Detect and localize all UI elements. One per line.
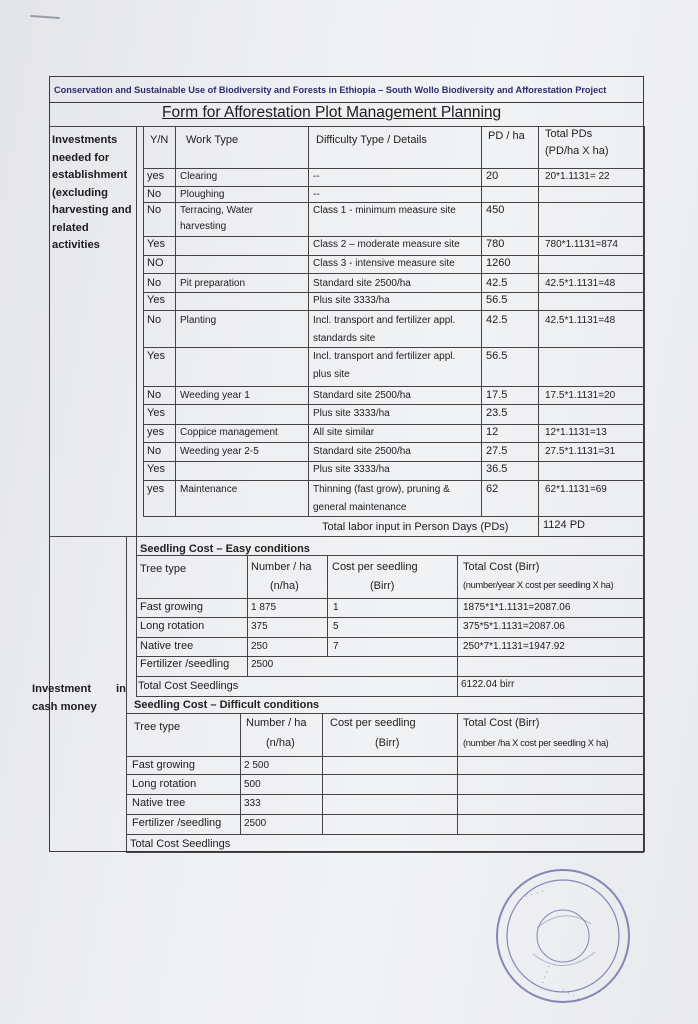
row-detail: -- <box>313 189 320 200</box>
row-pd: 450 <box>486 204 505 216</box>
table-row-line <box>143 404 644 405</box>
seedling-tree-type: Native tree <box>140 640 194 652</box>
table-row-line <box>143 347 644 348</box>
row-detail: Thinning (fast grow), pruning & <box>313 484 450 495</box>
col-header-total-cost-formula: (number/year X cost per seedling X ha) <box>463 580 614 590</box>
total-row-line <box>136 536 644 537</box>
seedling-tree-type: Fertilizer /seedling <box>132 817 222 829</box>
table-row-line <box>143 461 644 462</box>
seedling-row-line <box>136 598 644 599</box>
table-row-line <box>143 386 644 387</box>
row-work-type: Maintenance <box>180 484 238 495</box>
row-total: 780*1.1131=874 <box>545 239 618 250</box>
section-divider <box>49 536 136 537</box>
grid-line <box>143 126 144 516</box>
col-header-yn: Y/N <box>150 134 169 146</box>
table-row-line <box>143 255 644 256</box>
row-work-type: Weeding year 2-5 <box>180 446 259 457</box>
table-row-line <box>143 310 644 311</box>
row-yn: Yes <box>147 350 165 362</box>
seedling-total: 375*5*1.1131=2087.06 <box>463 621 565 632</box>
col-header-number: Number / ha <box>251 561 312 573</box>
seedling-row-line <box>126 814 644 815</box>
row-yn: NO <box>147 257 164 269</box>
col-header-tree-type: Tree type <box>140 563 187 575</box>
seedling-tree-type: Native tree <box>132 797 186 809</box>
row-detail: Incl. transport and fertilizer appl. <box>313 315 456 326</box>
row-detail: Plus site 3333/ha <box>313 295 390 306</box>
row-total: 27.5*1.1131=31 <box>545 446 616 457</box>
row-detail: Class 1 - minimum measure site <box>313 205 456 216</box>
grid-line <box>327 555 328 656</box>
row-total: 62*1.1131=69 <box>545 484 607 495</box>
grid-line <box>644 696 645 852</box>
easy-total-value: 6122.04 birr <box>461 679 515 690</box>
row-yn: No <box>147 204 162 216</box>
row-work-type: Pit preparation <box>180 278 246 289</box>
row-yn: Yes <box>147 463 165 475</box>
col-header-total: Total PDs <box>545 128 593 140</box>
grid-line <box>481 126 482 516</box>
col-header-work-type: Work Type <box>186 134 239 146</box>
row-detail: standards site <box>313 333 376 344</box>
row-yn: yes <box>147 170 165 182</box>
seedling-row-line <box>136 637 644 638</box>
col-header-cost: Cost per seedling <box>332 561 418 573</box>
seedling-tree-type: Fast growing <box>140 601 203 613</box>
row-detail: -- <box>313 171 320 182</box>
table-row-line <box>143 424 644 425</box>
col-header-total-formula: (PD/ha X ha) <box>545 145 609 157</box>
col-header-total-cost: Total Cost (Birr) <box>463 717 540 729</box>
seedling-number: 375 <box>251 621 268 632</box>
seedling-cost: 1 <box>333 602 339 613</box>
row-pd: 20 <box>486 170 499 182</box>
row-yn: Yes <box>147 238 165 250</box>
seedling-tree-type: Fast growing <box>132 759 195 771</box>
row-work-type: Terracing, Water <box>180 205 253 216</box>
row-yn: yes <box>147 483 165 495</box>
seedling-tree-type: Fertilizer /seedling <box>140 658 230 670</box>
row-pd: 56.5 <box>486 294 508 306</box>
cash-label-line <box>32 680 126 698</box>
row-yn: No <box>147 445 162 457</box>
difficult-seedling-title: Seedling Cost – Difficult conditions <box>134 699 320 711</box>
grid-line <box>126 713 644 714</box>
row-pd: 62 <box>486 483 499 495</box>
row-total: 17.5*1.1131=20 <box>545 390 616 401</box>
grid-line <box>644 536 645 696</box>
col-header-cost: Cost per seedling <box>330 717 416 729</box>
grid-line <box>457 555 458 696</box>
seedling-tree-type: Long rotation <box>140 620 205 632</box>
col-header-number-unit: (n/ha) <box>270 580 299 592</box>
table-row-line <box>143 292 644 293</box>
row-work-type: harvesting <box>180 221 227 232</box>
label-column-divider <box>136 126 137 536</box>
seedling-number: 250 <box>251 641 268 652</box>
table-row-line <box>143 516 644 517</box>
seedling-cost: 5 <box>333 621 339 632</box>
cash-label-word: Investment <box>32 683 92 695</box>
cash-label-word: in <box>116 683 126 695</box>
seedling-row-line <box>126 774 644 775</box>
difficult-total-label: Total Cost Seedlings <box>130 838 231 850</box>
seedling-row-line <box>136 656 644 657</box>
row-total: 12*1.1131=13 <box>545 427 607 438</box>
seedling-cost: 7 <box>333 641 339 652</box>
cash-investment-label <box>32 680 126 716</box>
svg-text:· · · ·: · · · · <box>559 986 582 1005</box>
svg-text:· · · ·: · · · · <box>538 963 555 986</box>
col-header-cost-unit: (Birr) <box>375 737 400 749</box>
cash-label-line: cash money <box>32 701 97 713</box>
col-header-number: Number / ha <box>246 717 307 729</box>
row-total: 42.5*1.1131=48 <box>545 315 616 326</box>
row-pd: 1260 <box>486 257 511 269</box>
row-detail: Plus site 3333/ha <box>313 464 390 475</box>
row-pd: 27.5 <box>486 445 508 457</box>
row-pd: 17.5 <box>486 389 508 401</box>
col-header-number-unit: (n/ha) <box>266 737 295 749</box>
table-row-line <box>143 480 644 481</box>
row-detail: Standard site 2500/ha <box>313 390 411 401</box>
row-work-type: Clearing <box>180 171 218 182</box>
col-header-pd: PD / ha <box>488 130 525 142</box>
investments-label-line: establishment <box>52 169 128 181</box>
col-header-total-cost-formula: (number /ha X cost per seedling X ha) <box>463 738 609 748</box>
grid-line <box>538 126 539 536</box>
investments-label-line: needed for <box>52 151 110 164</box>
investments-label-line: harvesting and <box>52 204 132 216</box>
row-detail: Plus site 3333/ha <box>313 408 390 419</box>
seedling-number: 2 500 <box>244 760 270 771</box>
row-pd: 12 <box>486 426 499 438</box>
seedling-row-line <box>136 617 644 618</box>
cash-label-divider <box>126 536 127 852</box>
row-pd: 36.5 <box>486 463 508 475</box>
col-header-difficulty: Difficulty Type / Details <box>316 134 427 146</box>
seedling-total: 1875*1*1.1131=2087.06 <box>463 602 571 613</box>
grid-line <box>175 126 176 516</box>
row-yn: No <box>147 277 162 289</box>
seedling-number: 333 <box>244 798 261 809</box>
row-total: 20*1.1131= 22 <box>545 171 610 182</box>
row-yn: Yes <box>147 407 165 419</box>
table-row-line <box>143 186 644 187</box>
row-yn: yes <box>147 426 165 438</box>
table-row-line <box>143 442 644 443</box>
col-header-tree-type: Tree type <box>134 721 181 733</box>
investments-label-line: activities <box>52 239 100 251</box>
row-detail: All site similar <box>313 427 375 438</box>
grid-line <box>136 536 137 696</box>
row-pd: 56.5 <box>486 350 508 362</box>
row-pd: 42.5 <box>486 277 508 289</box>
seedling-total: 250*7*1.1131=1947.92 <box>463 641 565 652</box>
row-work-type: Coppice management <box>180 427 278 438</box>
row-work-type: Planting <box>180 315 217 326</box>
seedling-row-line <box>126 834 644 835</box>
seedling-number: 1 875 <box>251 602 277 613</box>
grid-line <box>247 555 248 676</box>
seedling-row-line <box>136 696 644 697</box>
seedling-row-line <box>126 852 644 853</box>
row-work-type: Ploughing <box>180 189 225 200</box>
row-pd: 42.5 <box>486 314 508 326</box>
seedling-number: 500 <box>244 779 261 790</box>
svg-text:· · · ·: · · · · <box>523 886 546 903</box>
seedling-tree-type: Long rotation <box>132 778 197 790</box>
table-row-line <box>143 202 644 203</box>
row-pd: 780 <box>486 238 505 250</box>
row-detail: Standard site 2500/ha <box>313 446 411 457</box>
seedling-row-line <box>126 756 644 757</box>
row-detail: Class 2 – moderate measure site <box>313 239 460 250</box>
table-row-line <box>143 273 644 274</box>
row-yn: Yes <box>147 294 165 306</box>
seedling-number: 2500 <box>244 818 267 829</box>
grid-line <box>143 126 644 127</box>
investments-label-line: related <box>52 221 89 234</box>
grid-line <box>308 126 309 516</box>
easy-seedling-title: Seedling Cost – Easy conditions <box>140 543 310 555</box>
row-pd: 23.5 <box>486 407 508 419</box>
easy-total-label: Total Cost Seedlings <box>138 680 239 692</box>
total-labor-label: Total labor input in Person Days (PDs) <box>322 521 509 533</box>
table-row-line <box>143 236 644 237</box>
seedling-row-line <box>126 794 644 795</box>
row-yn: No <box>147 389 162 401</box>
investments-label <box>52 132 132 255</box>
investments-label-line: Investments <box>52 134 118 146</box>
col-header-cost-unit: (Birr) <box>370 580 395 592</box>
col-header-total-cost: Total Cost (Birr) <box>463 561 540 573</box>
total-labor-value: 1124 PD <box>543 519 585 531</box>
seedling-row-line <box>136 676 644 677</box>
row-work-type: Weeding year 1 <box>180 390 250 401</box>
row-yn: No <box>147 188 162 200</box>
investments-label-line: (excluding <box>52 186 108 199</box>
row-detail: Class 3 - intensive measure site <box>313 258 455 269</box>
seedling-number: 2500 <box>251 659 274 670</box>
row-yn: No <box>147 314 162 326</box>
official-seal-icon <box>493 866 633 1006</box>
row-total: 42.5*1.1131=48 <box>545 278 616 289</box>
table-row-line <box>143 168 644 169</box>
project-banner: Conservation and Sustainable Use of Biodiversity and Forests in Ethiopia – South Wollo Biodiversity and Afforestation Project <box>50 77 643 103</box>
form-title: Form for Afforestation Plot Management Planning <box>162 104 502 121</box>
row-detail: Incl. transport and fertilizer appl. <box>313 351 456 362</box>
row-detail: general maintenance <box>313 502 407 513</box>
row-detail: plus site <box>313 369 350 380</box>
row-detail: Standard site 2500/ha <box>313 278 411 289</box>
grid-line <box>644 126 645 536</box>
